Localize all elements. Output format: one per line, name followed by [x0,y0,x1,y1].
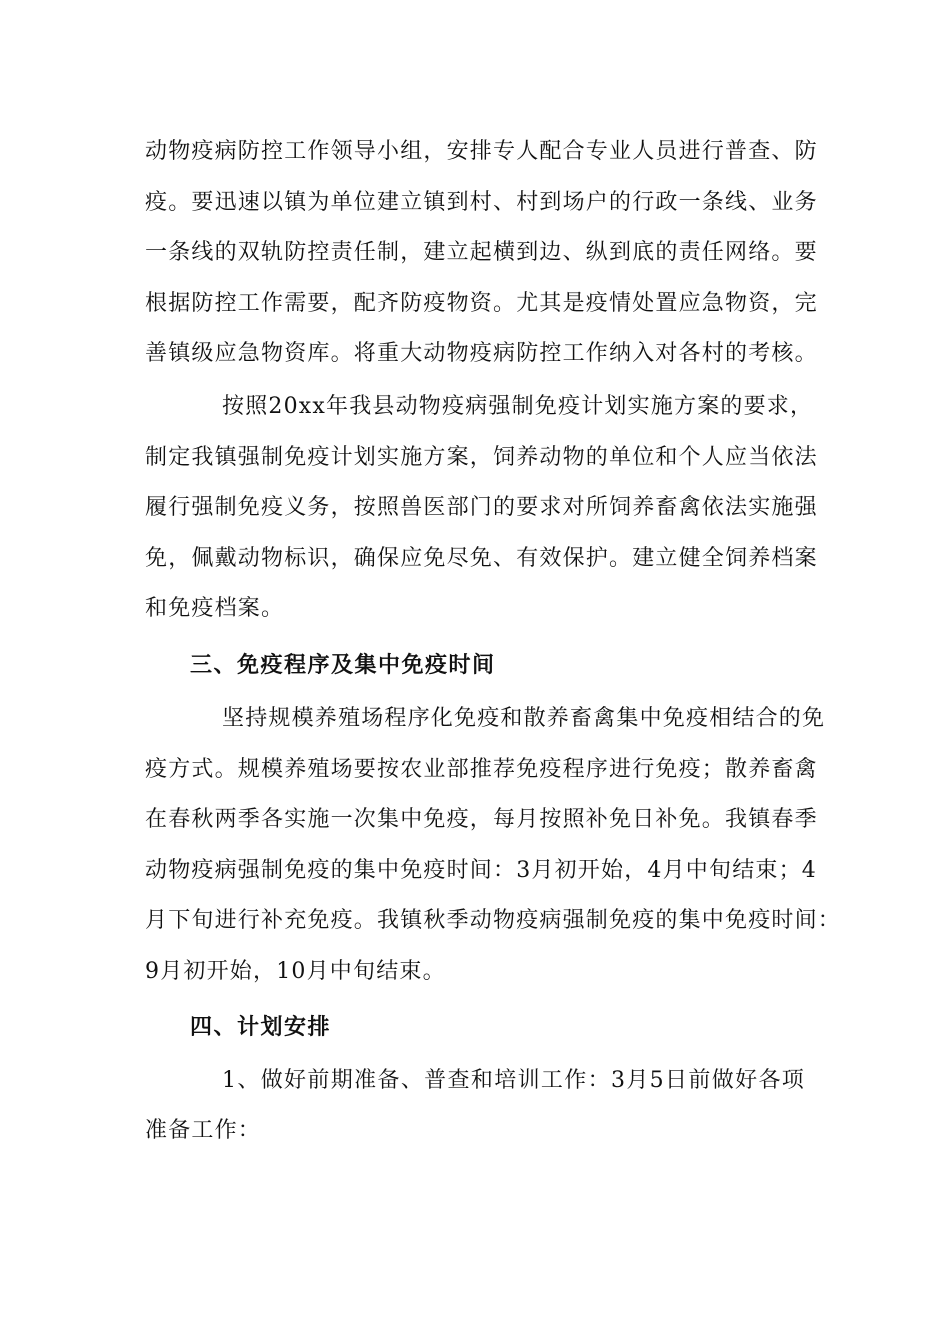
paragraph-2-line-5: 和免疫档案。 [145,596,285,621]
paragraph-2-line-3: 履行强制免疫义务，按照兽医部门的要求对所饲养畜禽依法实施强 [145,495,818,520]
paragraph-3-line-3: 在春秋两季各实施一次集中免疫，每月按照补免日补免。我镇春季 [145,807,818,832]
paragraph-1-line-4: 根据防控工作需要，配齐防疫物资。尤其是疫情处置应急物资，完 [145,291,818,316]
paragraph-3-line-1: 坚持规模养殖场程序化免疫和散养畜禽集中免疫相结合的免 [222,706,826,731]
section-heading-4: 四、计划安排 [190,1015,332,1040]
paragraph-1-line-3: 一条线的双轨防控责任制，建立起横到边、纵到底的责任网络。要 [145,240,818,265]
paragraph-4-line-2: 准备工作： [145,1118,262,1143]
paragraph-3-line-5: 月下旬进行补充免疫。我镇秋季动物疫病强制免疫的集中免疫时间： [145,908,842,933]
paragraph-3-line-2: 疫方式。规模养殖场要按农业部推荐免疫程序进行免疫；散养畜禽 [145,757,818,782]
paragraph-1-line-2: 疫。要迅速以镇为单位建立镇到村、村到场户的行政一条线、业务 [145,190,818,215]
paragraph-3-line-6: 9月初开始，10月中旬结束。 [145,959,446,984]
section-heading-3: 三、免疫程序及集中免疫时间 [190,653,496,678]
paragraph-3-line-4: 动物疫病强制免疫的集中免疫时间：3月初开始，4月中旬结束；4 [145,858,817,883]
paragraph-2-line-4: 免，佩戴动物标识，确保应免尽免、有效保护。建立健全饲养档案 [145,546,818,571]
paragraph-2-line-1: 按照20xx年我县动物疫病强制免疫计划实施方案的要求， [222,394,814,419]
paragraph-1-line-1: 动物疫病防控工作领导小组，安排专人配合专业人员进行普查、防 [145,139,818,164]
paragraph-1-line-5: 善镇级应急物资库。将重大动物疫病防控工作纳入对各村的考核。 [145,341,818,366]
paragraph-2-line-2: 制定我镇强制免疫计划实施方案，饲养动物的单位和个人应当依法 [145,445,818,470]
paragraph-4-line-1: 1、做好前期准备、普查和培训工作：3月5日前做好各项 [222,1068,805,1093]
